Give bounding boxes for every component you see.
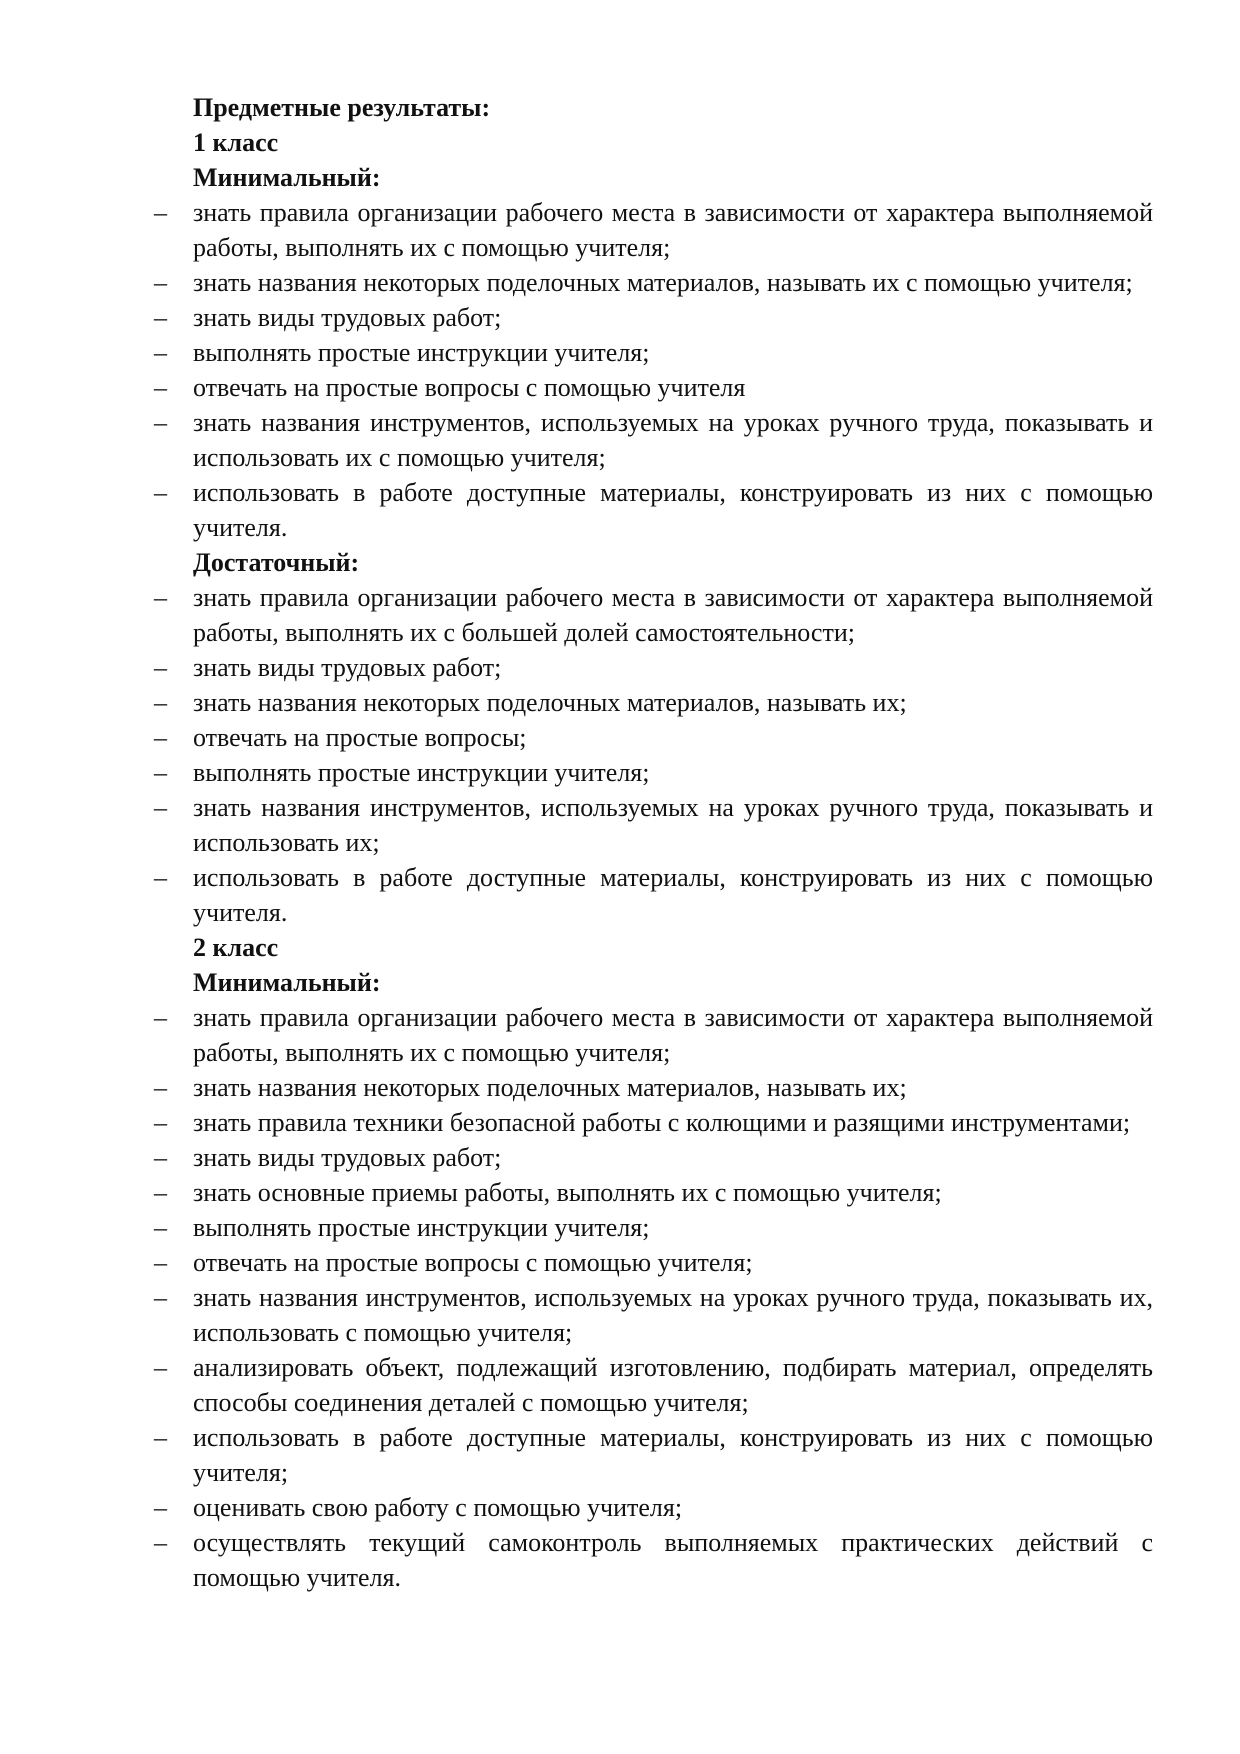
list-item-text: знать названия инструментов, используемых на уроках ручного труда, показывать и использовать их с помощью учителя; (193, 408, 1153, 472)
list-item-text: знать виды трудовых работ; (193, 1143, 502, 1172)
list-item-text: знать названия инструментов, используемых на уроках ручного труда, показывать их, использовать с помощью учителя; (193, 1283, 1153, 1347)
list-item (154, 1350, 1153, 1420)
list-item (154, 1070, 1153, 1105)
dash-bullet: – (154, 1248, 167, 1277)
list-item-text: знать названия некоторых поделочных материалов, называть их; (193, 1073, 907, 1102)
list-item-text: знать правила организации рабочего места в зависимости от характера выполняемой работы, выполнять их с большей долей самостоятельности; (193, 583, 1153, 647)
list-item-text: оценивать свою работу с помощью учителя; (193, 1493, 683, 1522)
list-item (154, 335, 1153, 370)
list-item (154, 265, 1153, 300)
list-item (154, 860, 1153, 930)
list-item (154, 720, 1153, 755)
dash-bullet: – (154, 1178, 167, 1207)
dash-bullet: – (154, 723, 167, 752)
list-item-text: отвечать на простые вопросы с помощью учителя; (193, 1248, 753, 1277)
document-content (154, 90, 1153, 1595)
list-item (154, 1245, 1153, 1280)
list-item-text: знать названия некоторых поделочных материалов, называть их с помощью учителя; (193, 268, 1133, 297)
dash-bullet: – (154, 583, 167, 612)
grade-heading: 1 класс (193, 128, 279, 157)
level-heading: Минимальный: (193, 968, 381, 997)
level-heading: Минимальный: (193, 163, 381, 192)
list-item-text: знать правила техники безопасной работы с колющими и разящими инструментами; (193, 1108, 1131, 1137)
list-item-text: знать правила организации рабочего места в зависимости от характера выполняемой работы, выполнять их с помощью учителя; (193, 198, 1153, 262)
list-item-text: использовать в работе доступные материалы, конструировать из них с помощью учителя. (193, 478, 1153, 542)
grade-heading: 2 класс (193, 933, 279, 962)
list-item-text: знать виды трудовых работ; (193, 653, 502, 682)
list-item (154, 370, 1153, 405)
dash-bullet: – (154, 1423, 167, 1452)
dash-bullet: – (154, 1353, 167, 1382)
dash-bullet: – (154, 793, 167, 822)
list-item-text: знать правила организации рабочего места в зависимости от характера выполняемой работы, выполнять их с помощью учителя; (193, 1003, 1153, 1067)
list-item (154, 650, 1153, 685)
list-item-text: использовать в работе доступные материалы, конструировать из них с помощью учителя; (193, 1423, 1153, 1487)
list-item (154, 195, 1153, 265)
dash-bullet: – (154, 1493, 167, 1522)
list-item (154, 1420, 1153, 1490)
dash-bullet: – (154, 758, 167, 787)
list-item (154, 1525, 1153, 1595)
dash-bullet: – (154, 1143, 167, 1172)
list-item (154, 1210, 1153, 1245)
list-item-text: знать названия инструментов, используемых на уроках ручного труда, показывать и использовать их; (193, 793, 1153, 857)
dash-bullet: – (154, 478, 167, 507)
list-item-text: выполнять простые инструкции учителя; (193, 758, 650, 787)
list-item (154, 405, 1153, 475)
dash-bullet: – (154, 1528, 167, 1557)
list-item (154, 790, 1153, 860)
dash-bullet: – (154, 1073, 167, 1102)
list-item (154, 475, 1153, 545)
list-item (154, 685, 1153, 720)
requirements-list (154, 195, 1153, 545)
list-item-text: осуществлять текущий самоконтроль выполняемых практических действий с помощью учителя. (193, 1528, 1153, 1592)
list-item-text: использовать в работе доступные материалы, конструировать из них с помощью учителя. (193, 863, 1153, 927)
dash-bullet: – (154, 408, 167, 437)
dash-bullet: – (154, 268, 167, 297)
list-item-text: отвечать на простые вопросы; (193, 723, 527, 752)
list-item-text: знать виды трудовых работ; (193, 303, 502, 332)
list-item (154, 300, 1153, 335)
section-title: Предметные результаты: (193, 93, 491, 122)
list-item-text: отвечать на простые вопросы с помощью учителя (193, 373, 746, 402)
dash-bullet: – (154, 1283, 167, 1312)
dash-bullet: – (154, 863, 167, 892)
dash-bullet: – (154, 653, 167, 682)
dash-bullet: – (154, 373, 167, 402)
dash-bullet: – (154, 1003, 167, 1032)
dash-bullet: – (154, 1213, 167, 1242)
dash-bullet: – (154, 1108, 167, 1137)
dash-bullet: – (154, 198, 167, 227)
dash-bullet: – (154, 338, 167, 367)
list-item-text: выполнять простые инструкции учителя; (193, 338, 650, 367)
dash-bullet: – (154, 688, 167, 717)
list-item (154, 1140, 1153, 1175)
level-heading: Достаточный: (193, 548, 360, 577)
list-item (154, 1000, 1153, 1070)
list-item-text: выполнять простые инструкции учителя; (193, 1213, 650, 1242)
list-item (154, 1105, 1153, 1140)
requirements-list (154, 1000, 1153, 1595)
list-item-text: знать названия некоторых поделочных материалов, называть их; (193, 688, 907, 717)
list-item (154, 1175, 1153, 1210)
list-item-text: знать основные приемы работы, выполнять их с помощью учителя; (193, 1178, 942, 1207)
list-item (154, 580, 1153, 650)
dash-bullet: – (154, 303, 167, 332)
requirements-list (154, 580, 1153, 930)
list-item (154, 1280, 1153, 1350)
list-item (154, 1490, 1153, 1525)
list-item-text: анализировать объект, подлежащий изготовлению, подбирать материал, определять способы соединения деталей с помощью учителя; (193, 1353, 1153, 1417)
list-item (154, 755, 1153, 790)
